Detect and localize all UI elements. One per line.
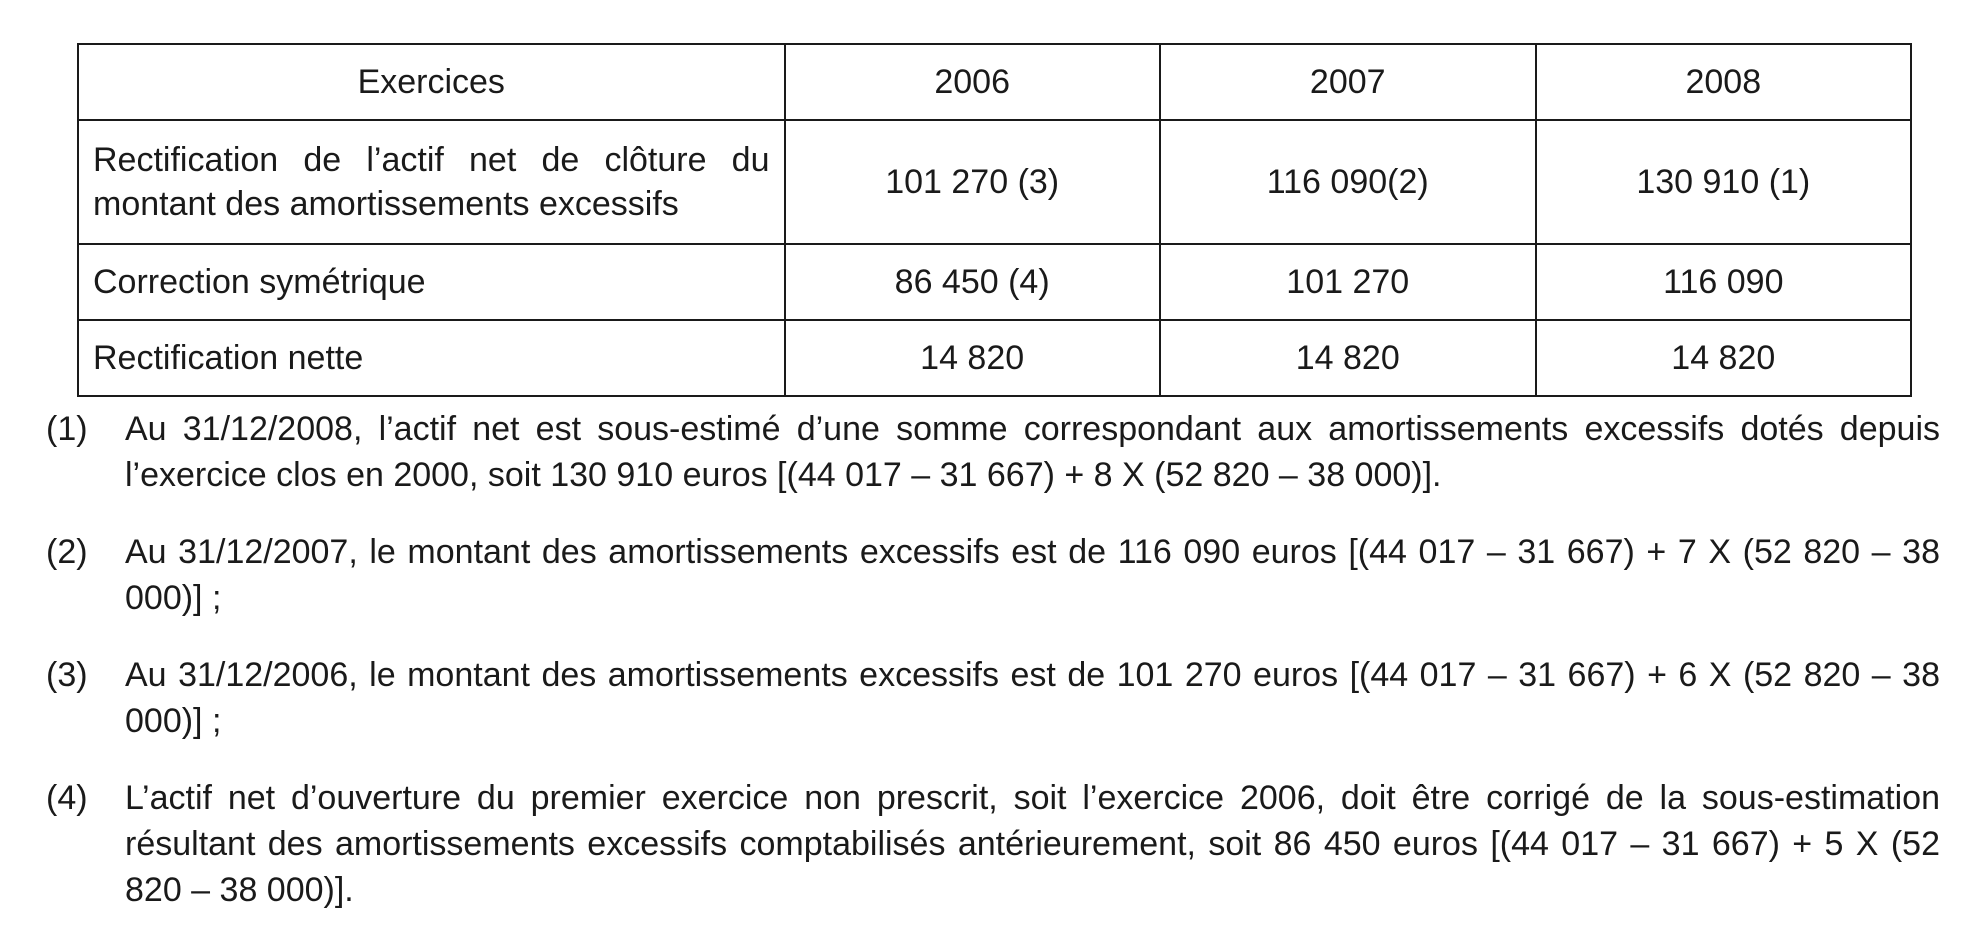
rectification-table [77, 43, 1912, 397]
table-cell: 14 820 [1160, 320, 1536, 396]
table-row [78, 120, 1911, 244]
table-cell: 14 820 [1536, 320, 1911, 396]
footnote-number: (3) [46, 656, 88, 694]
footnote-text: Au 31/12/2007, le montant des amortissements excessifs est de 116 090 euros [(44 017 – 31 667) + 7 X (52 820 – 38 000)] ; [125, 533, 1940, 617]
header-year-2006: 2006 [785, 44, 1160, 120]
header-year-2007: 2007 [1160, 44, 1536, 120]
table-row [78, 244, 1911, 320]
table-cell: 130 910 (1) [1536, 120, 1911, 244]
table-cell: 86 450 (4) [785, 244, 1160, 320]
table-cell: 101 270 [1160, 244, 1536, 320]
table-cell: 116 090(2) [1160, 120, 1536, 244]
footnote-number: (1) [46, 410, 88, 448]
header-exercices: Exercices [78, 44, 785, 120]
footnote-item [46, 775, 1940, 913]
footnote-item [46, 406, 1940, 498]
table-row [78, 320, 1911, 396]
footnote-number: (2) [46, 533, 88, 571]
table-cell: 116 090 [1536, 244, 1911, 320]
footnote-text: Au 31/12/2008, l’actif net est sous-estimé d’une somme correspondant aux amortissements excessifs dotés depuis l’exercice clos en 2000, soit 130 910 euros [(44 017 – 31 667) + 8 X (52 820 – 38 000)]. [125, 410, 1940, 494]
footnote-item [46, 529, 1940, 621]
footnote-text: L’actif net d’ouverture du premier exercice non prescrit, soit l’exercice 2006, doit être corrigé de la sous-estimation résultant des amortissements excessifs comptabilisés antérieurement, soit 86 450 euros [(44 017 – 31 667) + 5 X (52 820 – 38 000)]. [125, 779, 1940, 909]
table-cell: 101 270 (3) [785, 120, 1160, 244]
table-cell: 14 820 [785, 320, 1160, 396]
row-label: Rectification de l’actif net de clôture du montant des amortissements excessifs [78, 120, 785, 244]
row-label: Rectification nette [78, 320, 785, 396]
footnote-number: (4) [46, 779, 88, 817]
row-label: Correction symétrique [78, 244, 785, 320]
footnotes [46, 406, 1940, 944]
table-header-row [78, 44, 1911, 120]
footnote-text: Au 31/12/2006, le montant des amortissements excessifs est de 101 270 euros [(44 017 – 31 667) + 6 X (52 820 – 38 000)] ; [125, 656, 1940, 740]
header-year-2008: 2008 [1536, 44, 1911, 120]
footnote-item [46, 652, 1940, 744]
